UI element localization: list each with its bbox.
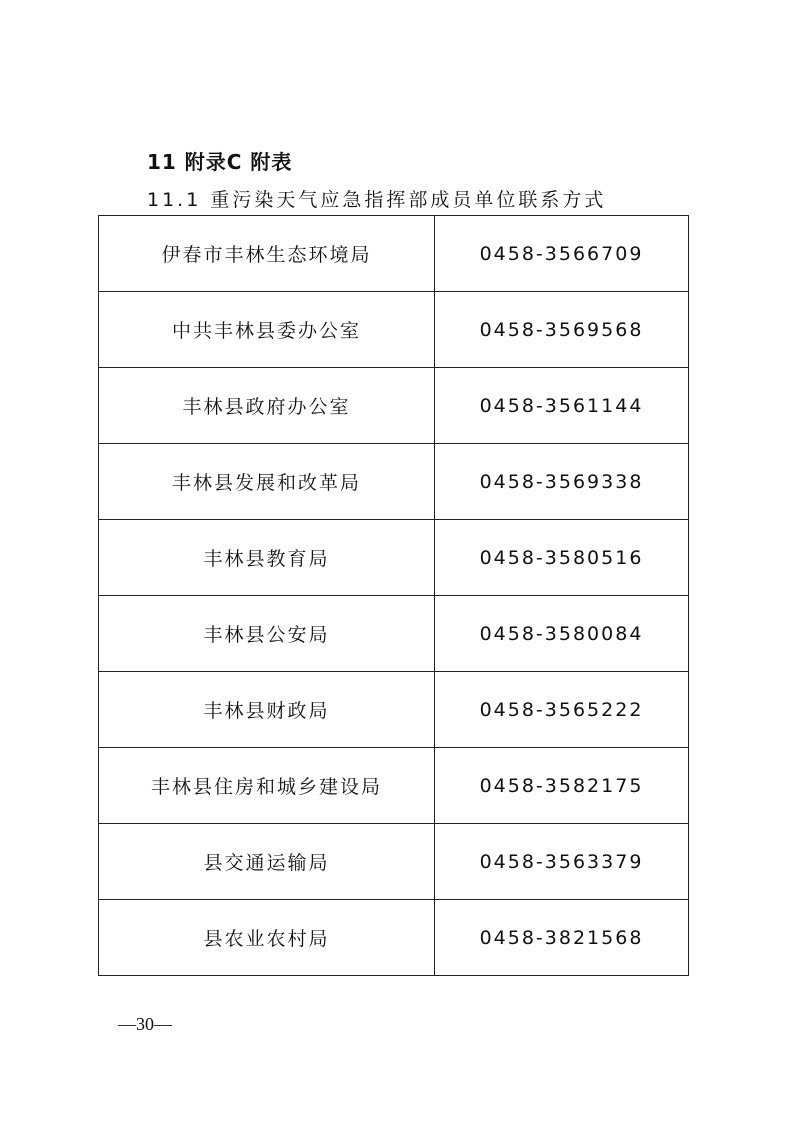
phone-number-cell: 0458-3569568 [435,292,689,368]
table-row [99,292,689,368]
table-row [99,520,689,596]
unit-name-cell: 丰林县教育局 [99,520,435,596]
unit-name-cell: 丰林县财政局 [99,672,435,748]
phone-number-cell: 0458-3582175 [435,748,689,824]
section-heading: 11 附录C 附表 [147,150,293,174]
phone-number-cell: 0458-3580084 [435,596,689,672]
phone-number-cell: 0458-3566709 [435,216,689,292]
unit-name-cell: 丰林县住房和城乡建设局 [99,748,435,824]
table-row [99,824,689,900]
page-number: —30— [118,1014,172,1034]
unit-name-cell: 中共丰林县委办公室 [99,292,435,368]
phone-number-cell: 0458-3561144 [435,368,689,444]
table-row [99,444,689,520]
table-row [99,216,689,292]
unit-name-cell: 丰林县政府办公室 [99,368,435,444]
unit-name-cell: 县交通运输局 [99,824,435,900]
contact-table [98,215,689,976]
table-row [99,748,689,824]
phone-number-cell: 0458-3569338 [435,444,689,520]
table-row [99,368,689,444]
unit-name-cell: 县农业农村局 [99,900,435,976]
phone-number-cell: 0458-3565222 [435,672,689,748]
unit-name-cell: 伊春市丰林生态环境局 [99,216,435,292]
phone-number-cell: 0458-3563379 [435,824,689,900]
table-row [99,672,689,748]
phone-number-cell: 0458-3821568 [435,900,689,976]
section-subheading: 11.1 重污染天气应急指挥部成员单位联系方式 [147,189,607,211]
phone-number-cell: 0458-3580516 [435,520,689,596]
unit-name-cell: 丰林县发展和改革局 [99,444,435,520]
table-row [99,900,689,976]
table-row [99,596,689,672]
unit-name-cell: 丰林县公安局 [99,596,435,672]
